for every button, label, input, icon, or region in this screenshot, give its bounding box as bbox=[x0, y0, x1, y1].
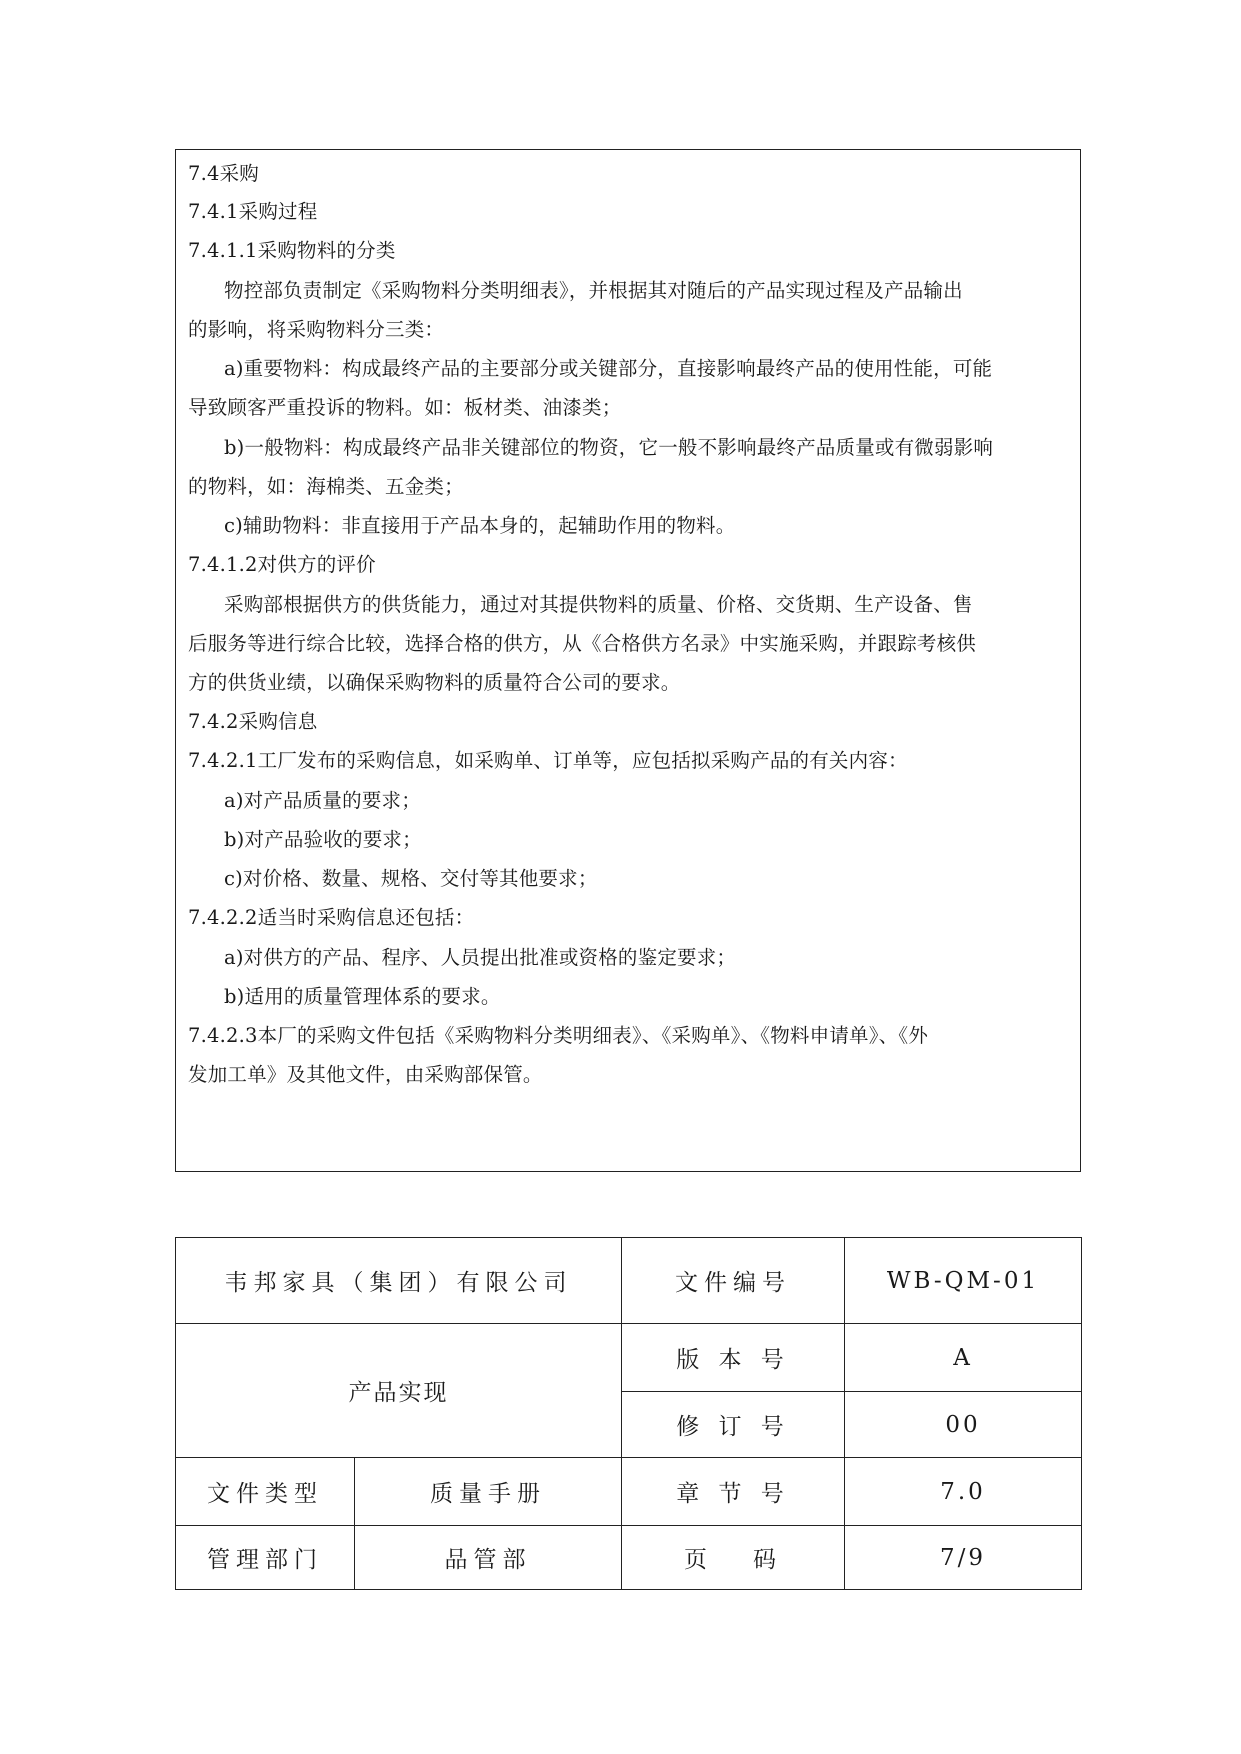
document-info-table bbox=[175, 1237, 1082, 1590]
chapter-label: 章 节 号 bbox=[622, 1458, 845, 1526]
list-item-line: c)辅助物料：非直接用于产品本身的，起辅助作用的物料。 bbox=[224, 514, 736, 537]
paragraph-line: 物控部负责制定《采购物料分类明细表》，并根据其对随后的产品实现过程及产品输出 bbox=[224, 279, 963, 302]
revision-label: 修 订 号 bbox=[622, 1392, 845, 1458]
list-item-line: b)对产品验收的要求； bbox=[224, 828, 422, 851]
list-item-line: a)对供方的产品、程序、人员提出批准或资格的鉴定要求； bbox=[224, 946, 737, 969]
paragraph-line: 的影响，将采购物料分三类： bbox=[188, 318, 445, 341]
heading-7-4-2-1: 7.4.2.1工厂发布的采购信息，如采购单、订单等，应包括拟采购产品的有关内容： bbox=[188, 749, 908, 772]
heading-7-4: 7.4采购 bbox=[188, 162, 260, 185]
chapter-value: 7.0 bbox=[845, 1458, 1082, 1526]
version-value: A bbox=[845, 1324, 1082, 1392]
heading-7-4-1: 7.4.1采购过程 bbox=[188, 200, 318, 223]
section-title: 产品实现 bbox=[176, 1324, 622, 1458]
list-item-line: b)一般物料：构成最终产品非关键部位的物资，它一般不影响最终产品质量或有微弱影响 bbox=[224, 436, 994, 459]
page-value: 7/9 bbox=[845, 1526, 1082, 1590]
list-item-line: b)适用的质量管理体系的要求。 bbox=[224, 985, 501, 1008]
company-name: 韦邦家具（集团）有限公司 bbox=[176, 1238, 622, 1324]
list-item-line: a)对产品质量的要求； bbox=[224, 789, 421, 812]
list-item-line: 的物料，如：海棉类、五金类； bbox=[188, 475, 464, 498]
paragraph-7-4-2-3: 7.4.2.3本厂的采购文件包括《采购物料分类明细表》、《采购单》、《物料申请单》、《外 bbox=[188, 1024, 929, 1047]
paragraph-line: 发加工单》及其他文件，由采购部保管。 bbox=[188, 1063, 543, 1086]
doc-number-label: 文件编号 bbox=[622, 1238, 845, 1324]
heading-7-4-2: 7.4.2采购信息 bbox=[188, 710, 318, 733]
version-label: 版 本 号 bbox=[622, 1324, 845, 1392]
content-box bbox=[175, 149, 1081, 1172]
doc-number-value: WB-QM-01 bbox=[845, 1238, 1082, 1324]
dept-label: 管理部门 bbox=[176, 1526, 355, 1590]
heading-7-4-2-2: 7.4.2.2适当时采购信息还包括： bbox=[188, 906, 475, 929]
revision-value: 00 bbox=[845, 1392, 1082, 1458]
doc-type-label: 文件类型 bbox=[176, 1458, 355, 1526]
list-item-line: c)对价格、数量、规格、交付等其他要求； bbox=[224, 867, 598, 890]
heading-7-4-1-2: 7.4.1.2对供方的评价 bbox=[188, 553, 376, 576]
heading-7-4-1-1: 7.4.1.1采购物料的分类 bbox=[188, 239, 396, 262]
paragraph-line: 方的供货业绩，以确保采购物料的质量符合公司的要求。 bbox=[188, 671, 681, 694]
paragraph-line: 后服务等进行综合比较，选择合格的供方，从《合格供方名录》中实施采购，并跟踪考核供 bbox=[188, 632, 977, 655]
list-item-line: a)重要物料：构成最终产品的主要部分或关键部分，直接影响最终产品的使用性能，可能 bbox=[224, 357, 993, 380]
doc-type-value: 质量手册 bbox=[355, 1458, 622, 1526]
dept-value: 品管部 bbox=[355, 1526, 622, 1590]
list-item-line: 导致顾客严重投诉的物料。如：板材类、油漆类； bbox=[188, 396, 622, 419]
paragraph-line: 采购部根据供方的供货能力，通过对其提供物料的质量、价格、交货期、生产设备、售 bbox=[224, 593, 973, 616]
page-label: 页 码 bbox=[622, 1526, 845, 1590]
